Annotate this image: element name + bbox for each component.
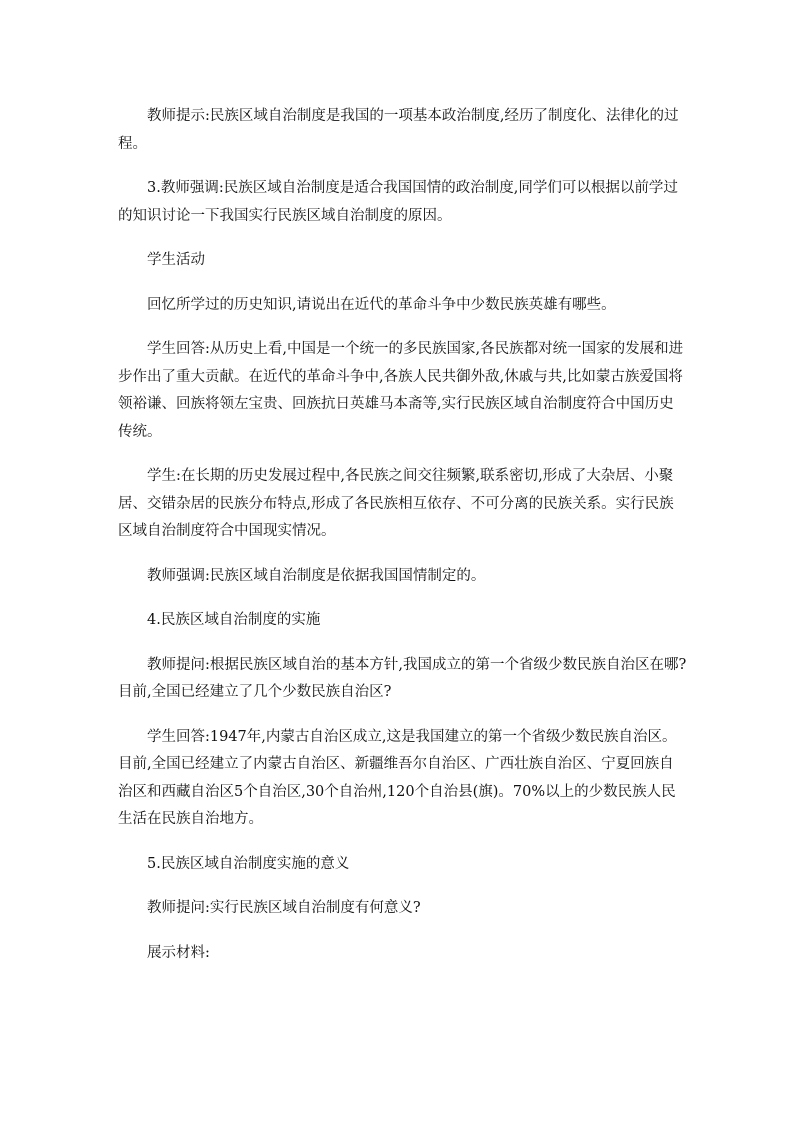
paragraph-student-activity-heading: 学生活动: [147, 252, 205, 268]
paragraph-show-material: 展示材料:: [147, 944, 210, 961]
paragraph-teacher-hint: 教师提示:民族区域自治制度是我国的一项基本政治制度,经历了制度化、法律化的过程。: [118, 108, 679, 152]
paragraph-student-answer-history: 学生回答:从历史上看,中国是一个统一的多民族国家,各民族都对统一国家的发展和进步作出了重大贡献。在近代的革命斗争中,各族人民共御外敌,休戚与共,比如蒙古族爱国将领裕谦、回族将领左宝贵、回族抗日英雄马本斋等,实行民族区域自治制度符合中国历史传统。: [118, 341, 684, 440]
paragraph-teacher-question-significance: 教师提问:实行民族区域自治制度有何意义?: [147, 900, 421, 916]
paragraph-teacher-question-regions: 教师提问:根据民族区域自治的基本方针,我国成立的第一个省级少数民族自治区在哪?目前,全国已经建立了几个少数民族自治区?: [118, 656, 687, 700]
paragraph-teacher-emphasis: 教师强调:民族区域自治制度是依据我国国情制定的。: [147, 567, 486, 584]
paragraph-student-answer-reality: 学生:在长期的历史发展过程中,各民族之间交往频繁,联系密切,形成了大杂居、小聚居、交错杂居的民族分布特点,形成了各民族相互依存、不可分离的民族关系。实行民族区域自治制度符合中国现实情况。: [118, 468, 674, 539]
paragraph-recall-question: 回忆所学过的历史知识,请说出在近代的革命斗争中少数民族英雄有哪些。: [147, 296, 616, 313]
section-heading-implementation: 4.民族区域自治制度的实施: [147, 612, 321, 628]
document-body: [118, 103, 688, 984]
paragraph-student-answer-regions: 学生回答:1947年,内蒙古自治区成立,这是我国建立的第一个省级少数民族自治区。目前,全国已经建立了内蒙古自治区、新疆维吾尔自治区、广西壮族自治区、宁夏回族自治区和西藏自治区5个自治区,30个自治州,120个自治县(旗)。70%以上的少数民族人民生活在民族自治地方。: [118, 728, 677, 827]
paragraph-teacher-emphasis-3: 3.教师强调:民族区域自治制度是适合我国国情的政治制度,同学们可以根据以前学过的知识讨论一下我国实行民族区域自治制度的原因。: [118, 180, 678, 224]
section-heading-significance: 5.民族区域自治制度实施的意义: [147, 855, 350, 872]
